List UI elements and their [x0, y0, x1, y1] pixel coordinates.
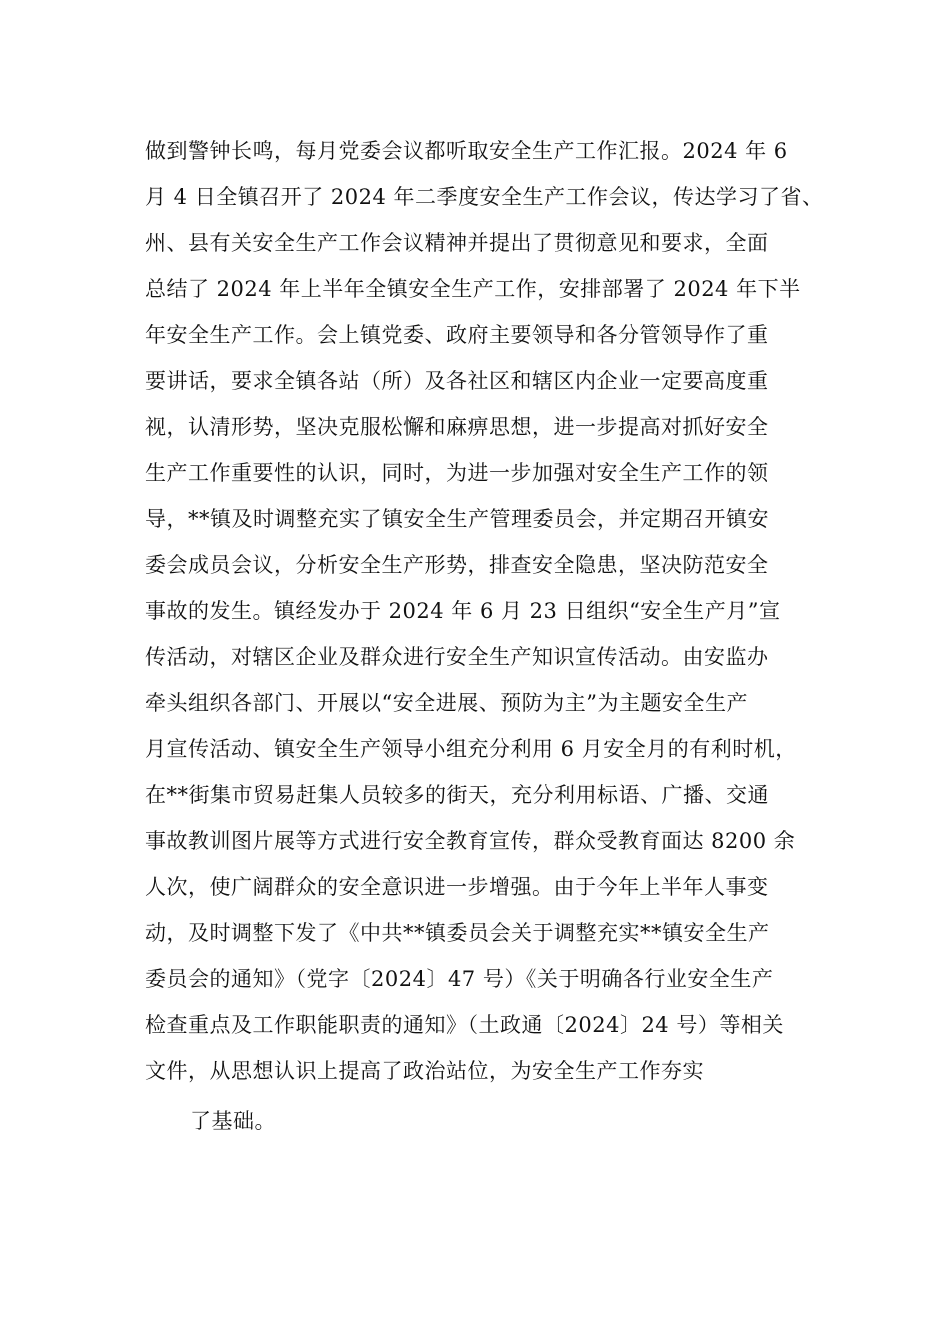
paragraph-line: 委会成员会议，分析安全生产形势，排查安全隐患，坚决防范安全 — [145, 553, 769, 577]
paragraph-line: 要讲话，要求全镇各站（所）及各社区和辖区内企业一定要高度重 — [145, 369, 769, 393]
paragraph-line: 动，及时调整下发了《中共**镇委员会关于调整充实**镇安全生产 — [145, 921, 770, 945]
paragraph-line: 州、县有关安全生产工作会议精神并提出了贯彻意见和要求，全面 — [145, 231, 769, 255]
paragraph-line: 事故教训图片展等方式进行安全教育宣传，群众受教育面达 8200 余 — [145, 829, 796, 853]
paragraph-line: 委员会的通知》（党字〔2024〕47 号）《关于明确各行业安全生产 — [145, 967, 774, 991]
paragraph-line-last: 了基础。 — [190, 1109, 276, 1133]
paragraph-line: 导，**镇及时调整充实了镇安全生产管理委员会，并定期召开镇安 — [145, 507, 769, 531]
paragraph-line: 年安全生产工作。会上镇党委、政府主要领导和各分管领导作了重 — [145, 323, 769, 347]
paragraph-line: 事故的发生。镇经发办于 2024 年 6 月 23 日组织“安全生产月”宣 — [145, 599, 781, 623]
paragraph-line: 总结了 2024 年上半年全镇安全生产工作，安排部署了 2024 年下半 — [145, 277, 801, 301]
paragraph-line: 在**街集市贸易赶集人员较多的街天，充分利用标语、广播、交通 — [145, 783, 769, 807]
paragraph-line: 文件，从思想认识上提高了政治站位，为安全生产工作夯实 — [145, 1059, 704, 1083]
paragraph-line: 视，认清形势，坚决克服松懈和麻痹思想，进一步提高对抓好安全 — [145, 415, 769, 439]
paragraph-line: 月 4 日全镇召开了 2024 年二季度安全生产工作会议，传达学习了省、 — [145, 185, 824, 209]
paragraph-line: 传活动，对辖区企业及群众进行安全生产知识宣传活动。由安监办 — [145, 645, 769, 669]
paragraph-line: 牵头组织各部门、开展以“安全进展、预防为主”为主题安全生产 — [145, 691, 748, 715]
paragraph-line: 月宣传活动、镇安全生产领导小组充分利用 6 月安全月的有利时机， — [145, 737, 797, 761]
paragraph-line: 人次，使广阔群众的安全意识进一步增强。由于今年上半年人事变 — [145, 875, 769, 899]
paragraph-line: 生产工作重要性的认识，同时，为进一步加强对安全生产工作的领 — [145, 461, 769, 485]
paragraph-line: 做到警钟长鸣，每月党委会议都听取安全生产工作汇报。2024 年 6 — [145, 139, 788, 163]
paragraph-line: 检查重点及工作职能职责的通知》（土政通〔2024〕24 号）等相关 — [145, 1013, 784, 1037]
